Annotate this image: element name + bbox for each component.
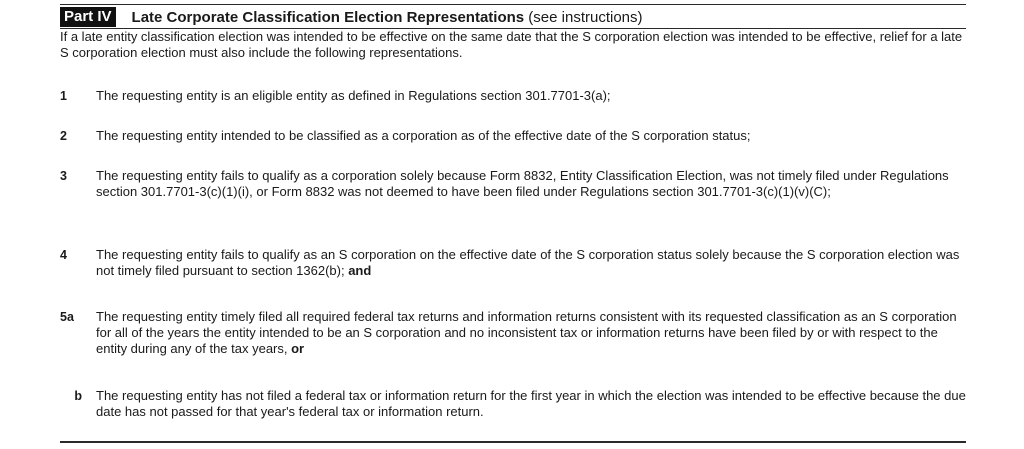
list-item-3 xyxy=(60,168,966,200)
item-text xyxy=(96,247,966,279)
part-title xyxy=(132,9,643,26)
item-text: The requesting entity fails to qualify as a corporation solely because Form 8832, Entity Classification Election, was not timely filed under Regulations section 301.7701-3(c)(1)(i), or Form 8832 was not deemed to have been filed under Regulations section 301.7701-3(c)(1)(v)(C); xyxy=(96,168,949,199)
part-title-note: (see instructions) xyxy=(524,8,643,26)
part-title-bold: Late Corporate Classification Election Representations xyxy=(131,8,525,26)
top-rule xyxy=(60,4,966,5)
list-item-5b xyxy=(60,388,966,420)
list-item-2 xyxy=(60,128,966,144)
item-text: The requesting entity intended to be classified as a corporation as of the effective date of the S corporation status; xyxy=(96,128,751,143)
list-item-4 xyxy=(60,247,966,279)
item-conjunction: and xyxy=(344,263,372,278)
item-conjunction: or xyxy=(287,341,305,356)
item-text-body: The requesting entity fails to qualify as an S corporation on the effective date of the S corporation status solely because the S corporation election was not timely filed pursuant to section 1362(b); xyxy=(96,247,960,278)
list-item-5a xyxy=(60,309,966,357)
item-text: The requesting entity is an eligible entity as defined in Regulations section 301.7701-3(a); xyxy=(96,88,611,103)
item-number: 1 xyxy=(60,89,67,103)
item-text: The requesting entity has not filed a federal tax or information return for the first year in which the election was intended to be effective because the due date has not passed for that year's federal tax or information return. xyxy=(96,388,966,419)
item-number: 4 xyxy=(60,248,67,262)
part-label: Part IV xyxy=(60,7,116,27)
item-text xyxy=(96,309,966,357)
list-item-1 xyxy=(60,88,966,104)
item-number: 5a xyxy=(60,310,74,324)
intro-paragraph: If a late entity classification election was intended to be effective on the same date that the S corporation election was intended to be effective, relief for a late S corporation election must also include the following representations. xyxy=(60,29,963,60)
item-number: b xyxy=(74,389,82,403)
item-text-body: The requesting entity timely filed all required federal tax returns and information returns consistent with its requested classification as an S corporation for all of the years the entity intended to be an S corporation and no inconsistent tax or information returns have been filed by or with respect to the entity during any of the tax years, xyxy=(96,309,957,356)
item-number: 2 xyxy=(60,129,67,143)
part-header xyxy=(60,6,966,29)
item-number: 3 xyxy=(60,169,67,183)
bottom-rule xyxy=(60,441,966,443)
